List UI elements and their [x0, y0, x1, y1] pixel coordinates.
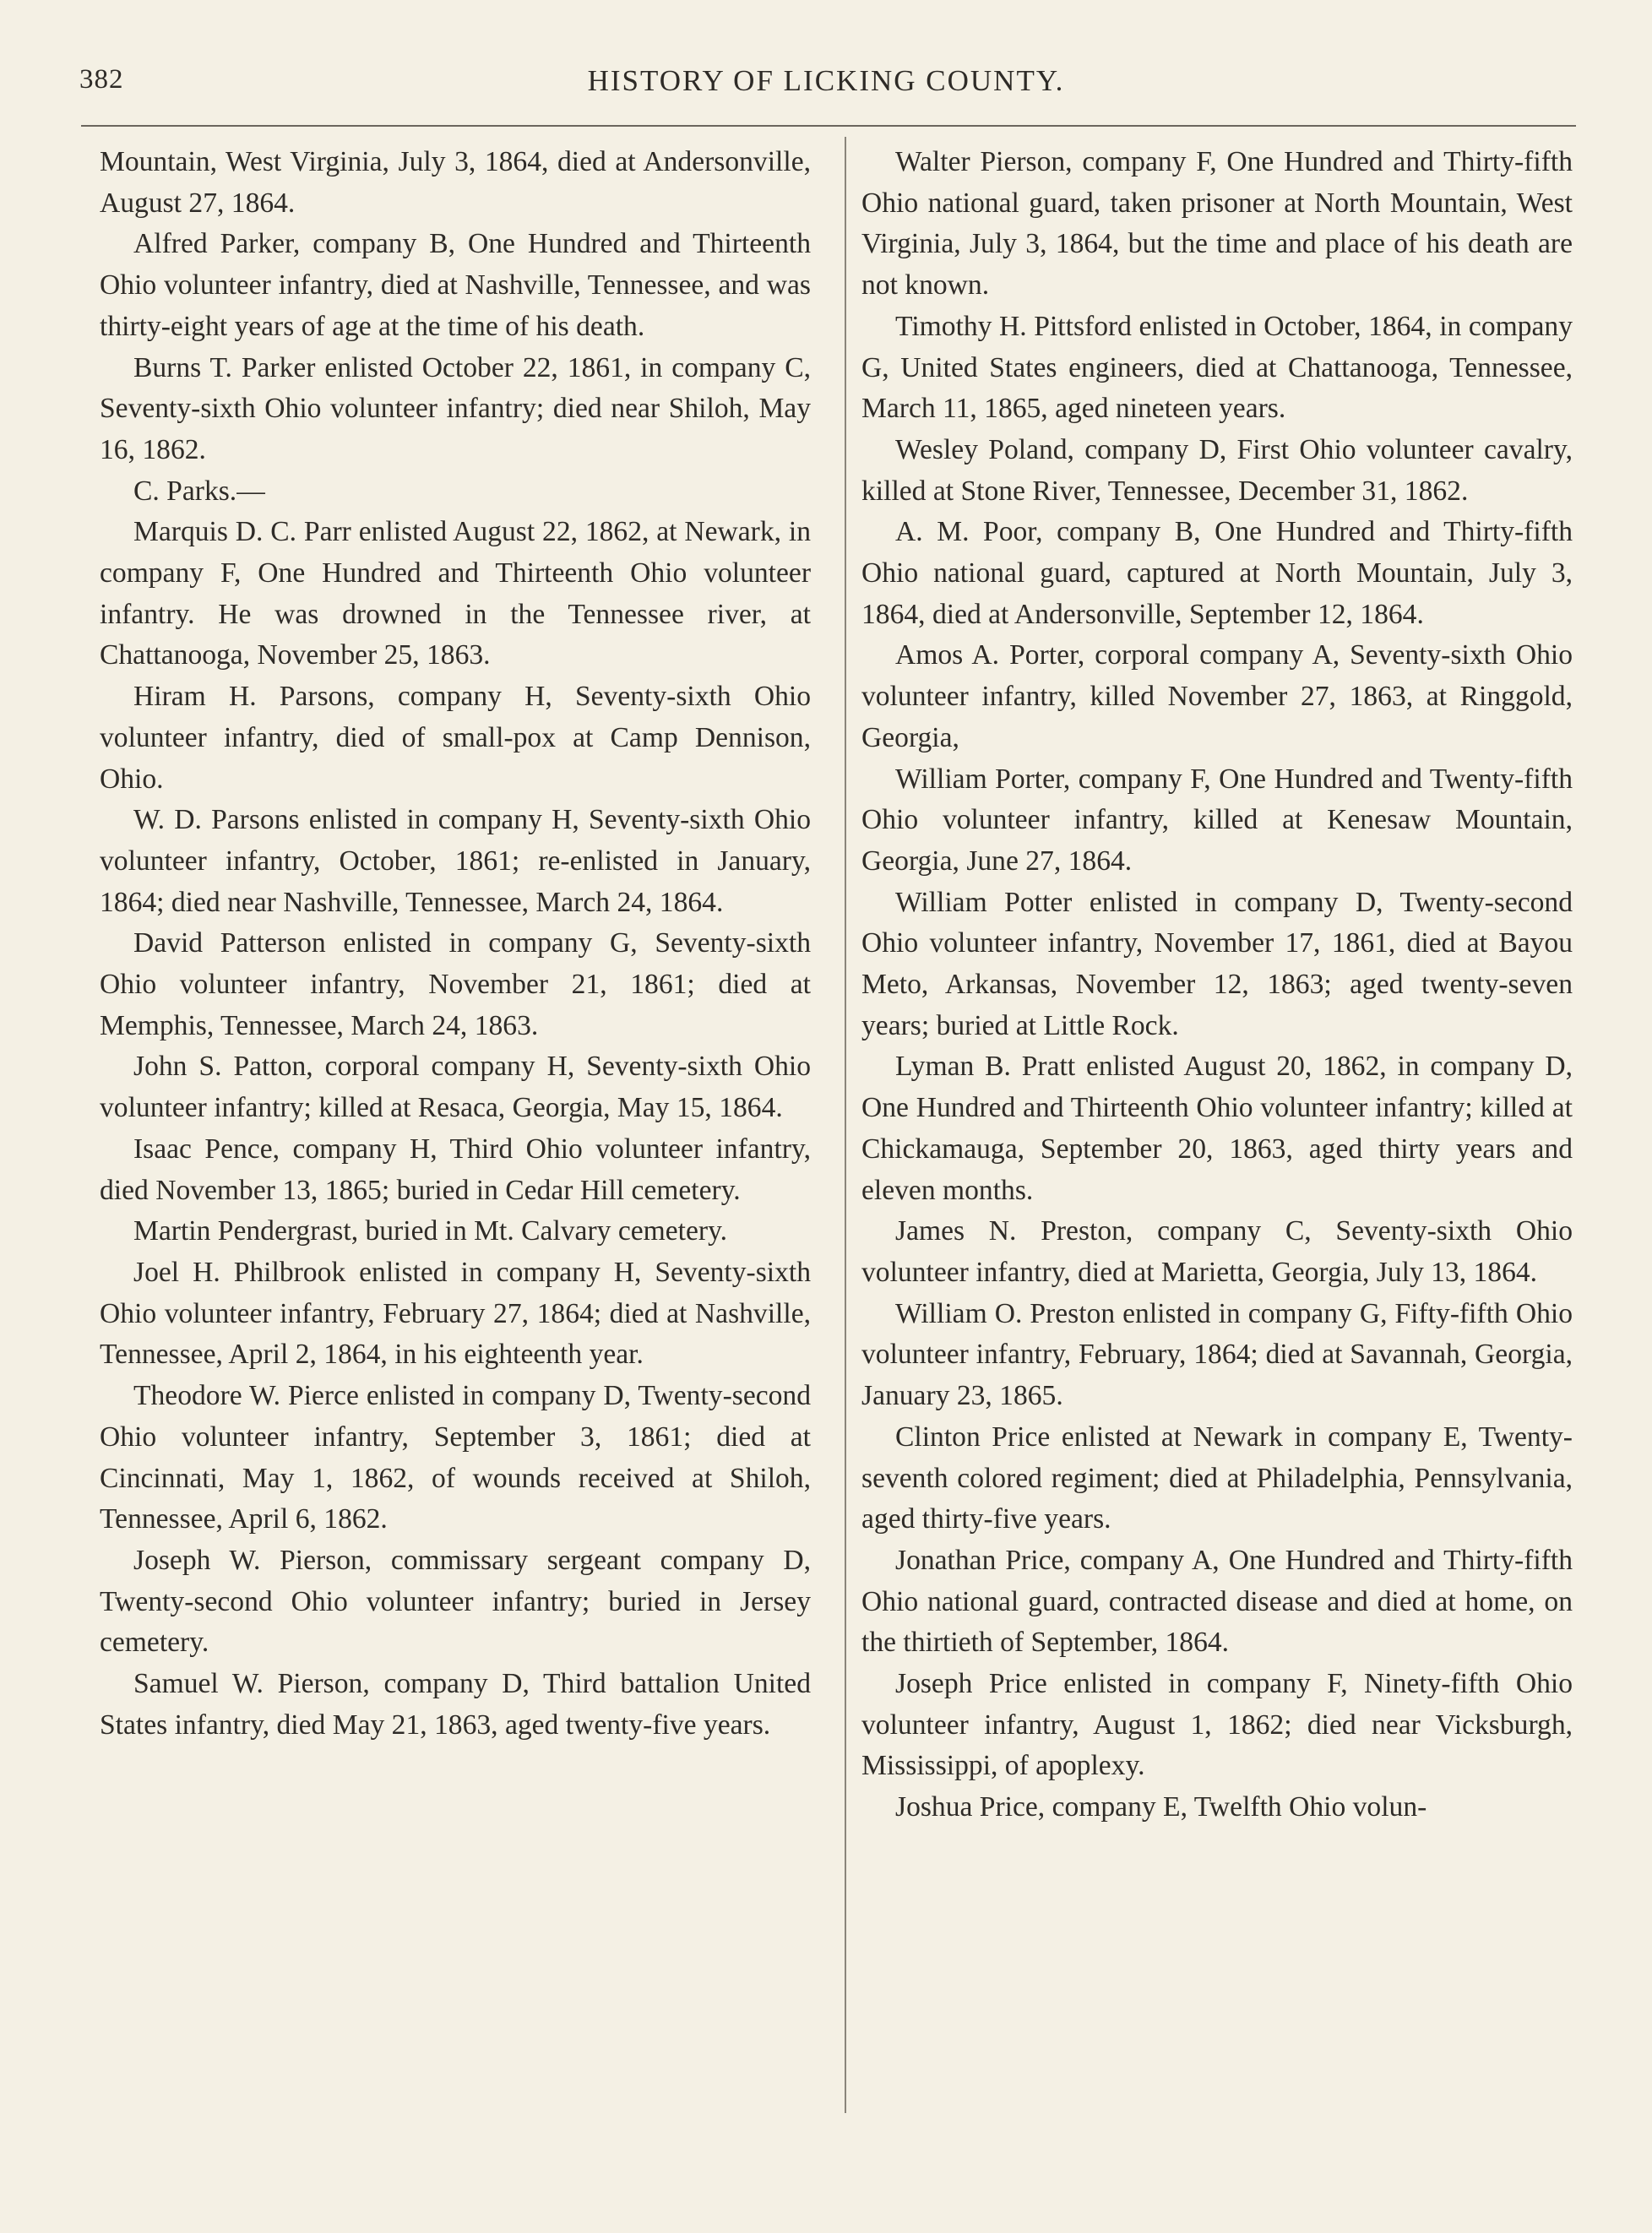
entry-john-patton: John S. Patton, corporal company H, Seventy-sixth Ohio volunteer infantry; killed at Resaca, Georgia, May 15, 1864.: [100, 1051, 811, 1124]
entry-martin-pendergrast: Martin Pendergrast, buried in Mt. Calvary cemetery.: [133, 1215, 728, 1247]
right-column: [861, 142, 1573, 1828]
entry-clinton-price: Clinton Price enlisted at Newark in company E, Twenty-seventh colored regiment; died at Philadelphia, Pennsylvania, aged thirty-five years.: [861, 1421, 1573, 1535]
entry-wd-parsons: W. D. Parsons enlisted in company H, Seventy-sixth Ohio volunteer infantry, October, 1861; re-enlisted in January, 1864; died near Nashville, Tennessee, March 24, 1864.: [100, 804, 811, 918]
running-head-title: HISTORY OF LICKING COUNTY.: [587, 64, 1065, 97]
entry-lyman-pratt: Lyman B. Pratt enlisted August 20, 1862, in company D, One Hundred and Thirteenth Ohio volunteer infantry; killed at Chickamauga, September 20, 1863, aged thirty years and eleven months.: [861, 1051, 1573, 1206]
entry-william-porter: William Porter, company F, One Hundred and Twenty-fifth Ohio volunteer infantry, killed at Kenesaw Mountain, Georgia, June 27, 1864.: [861, 763, 1573, 877]
entry-william-potter: William Potter enlisted in company D, Twenty-second Ohio volunteer infantry, November 17, 1861, died at Bayou Meto, Arkansas, November 12, 1863; aged twenty-seven years; buried at Little Rock.: [861, 886, 1573, 1041]
entry-burns-parker: Burns T. Parker enlisted October 22, 1861, in company C, Seventy-sixth Ohio volunteer infantry; died near Shiloh, May 16, 1862.: [100, 351, 811, 465]
entry-amos-porter: Amos A. Porter, corporal company A, Seventy-sixth Ohio volunteer infantry, killed November 27, 1863, at Ringgold, Georgia,: [861, 639, 1573, 753]
entry-joseph-price: Joseph Price enlisted in company F, Ninety-fifth Ohio volunteer infantry, August 1, 1862; died near Vicksburgh, Mississippi, of apoplexy.: [861, 1668, 1573, 1782]
column-divider: [845, 137, 846, 2113]
header-rule: [81, 125, 1576, 127]
entry-am-poor: A. M. Poor, company B, One Hundred and Thirty-fifth Ohio national guard, captured at North Mountain, July 3, 1864, died at Andersonville, September 12, 1864.: [861, 516, 1573, 630]
left-column: [100, 142, 811, 1746]
entry-marquis-parr: Marquis D. C. Parr enlisted August 22, 1862, at Newark, in company F, One Hundred and Thirteenth Ohio volunteer infantry. He was drowned in the Tennessee river, at Chattanooga, November 25, 1863.: [100, 516, 811, 671]
entry-william-preston: William O. Preston enlisted in company G, Fifty-fifth Ohio volunteer infantry, February, 1864; died at Savannah, Georgia, January 23, 1865.: [861, 1297, 1573, 1412]
entry-theodore-pierce: Theodore W. Pierce enlisted in company D, Twenty-second Ohio volunteer infantry, September 3, 1861; died at Cincinnati, May 1, 1862, of wounds received at Shiloh, Tennessee, April 6, 1862.: [100, 1380, 811, 1535]
entry-walter-pierson: Walter Pierson, company F, One Hundred and Thirty-fifth Ohio national guard, taken prisoner at North Mountain, West Virginia, July 3, 1864, but the time and place of his death are not known.: [861, 146, 1573, 302]
entry-alfred-parker: Alfred Parker, company B, One Hundred and Thirteenth Ohio volunteer infantry, died at Nashville, Tennessee, and was thirty-eight years of age at the time of his death.: [100, 228, 811, 342]
entry-wesley-poland: Wesley Poland, company D, First Ohio volunteer cavalry, killed at Stone River, Tennessee, December 31, 1862.: [861, 433, 1573, 507]
page-number: 382: [79, 64, 124, 95]
entry-joseph-pierson: Joseph W. Pierson, commissary sergeant company D, Twenty-second Ohio volunteer infantry; buried in Jersey cemetery.: [100, 1544, 811, 1659]
entry-david-patterson: David Patterson enlisted in company G, Seventy-sixth Ohio volunteer infantry, November 21, 1861; died at Memphis, Tennessee, March 24, 1863.: [100, 927, 811, 1041]
entry-timothy-pittsford: Timothy H. Pittsford enlisted in October, 1864, in company G, United States engineers, died at Chattanooga, Tennessee, March 11, 1865, aged nineteen years.: [861, 310, 1573, 425]
entry-joel-philbrook: Joel H. Philbrook enlisted in company H, Seventy-sixth Ohio volunteer infantry, February 27, 1864; died at Nashville, Tennessee, April 2, 1864, in his eighteenth year.: [100, 1256, 811, 1371]
entry-samuel-pierson: Samuel W. Pierson, company D, Third battalion United States infantry, died May 21, 1863, aged twenty-five years.: [100, 1668, 811, 1741]
entry-isaac-pence: Isaac Pence, company H, Third Ohio volunteer infantry, died November 13, 1865; buried in Cedar Hill cemetery.: [100, 1133, 811, 1206]
entry-c-parks: C. Parks.—: [133, 475, 265, 507]
entry-joshua-price: Joshua Price, company E, Twelfth Ohio volun-: [895, 1791, 1427, 1823]
entry-continued: Mountain, West Virginia, July 3, 1864, died at Andersonville, August 27, 1864.: [100, 146, 811, 219]
entry-jonathan-price: Jonathan Price, company A, One Hundred and Thirty-fifth Ohio national guard, contracted disease and died at home, on the thirtieth of September, 1864.: [861, 1544, 1573, 1659]
entry-james-preston: James N. Preston, company C, Seventy-sixth Ohio volunteer infantry, died at Marietta, Georgia, July 13, 1864.: [861, 1215, 1573, 1288]
entry-hiram-parsons: Hiram H. Parsons, company H, Seventy-sixth Ohio volunteer infantry, died of small-pox at Camp Dennison, Ohio.: [100, 681, 811, 795]
